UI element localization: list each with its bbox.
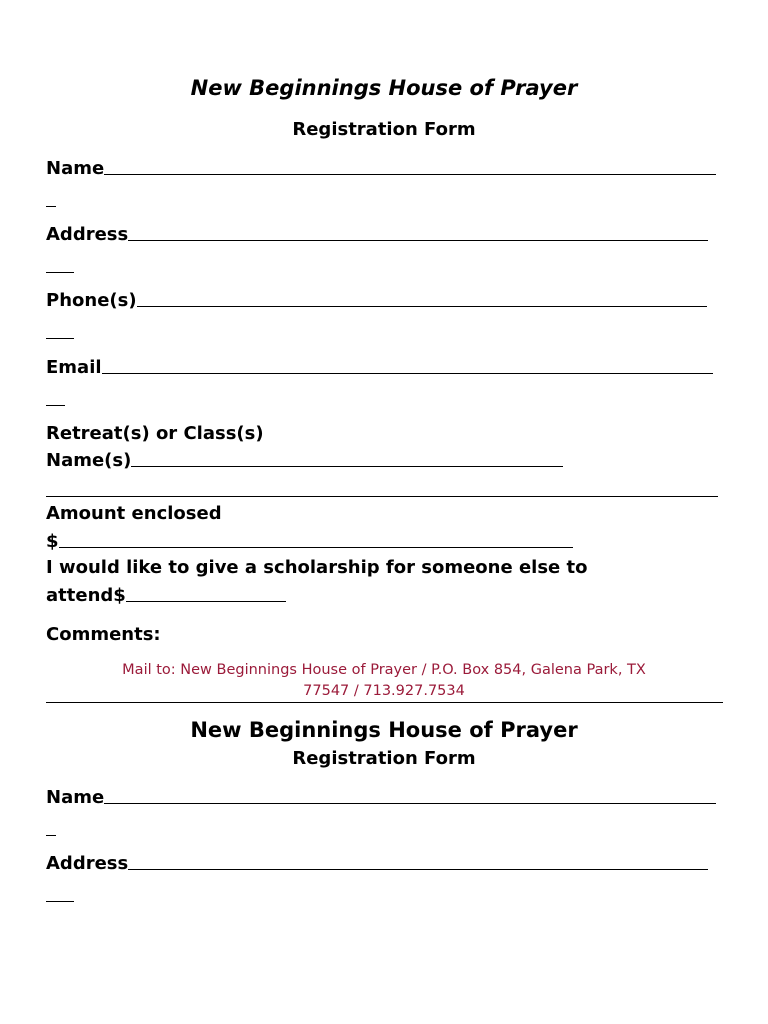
name-blank-2-overflow [46,834,56,836]
address-blank[interactable] [128,239,708,241]
name-field[interactable] [46,158,716,180]
form-subtitle-2: Registration Form [292,748,476,769]
form-divider [46,702,723,703]
address-field[interactable] [46,224,708,246]
phone-label: Phone(s) [46,290,137,311]
name-blank-overflow [46,205,56,207]
address-label-2: Address [46,853,129,874]
comments-label: Comments: [46,624,161,645]
form-title: New Beginnings House of Prayer [190,76,578,100]
name-field-2[interactable] [46,787,716,809]
attend-label: attend$ [46,585,126,606]
name-label-2: Name [46,787,105,808]
mail-line-1: Mail to: New Beginnings House of Prayer / P.O. Box 854, Galena Park, TX [122,662,646,678]
address-field-2[interactable] [46,853,708,875]
retreat-label: Retreat(s) or Class(s) [46,423,264,444]
amount-field[interactable] [46,531,573,553]
scholarship-field[interactable] [46,585,286,607]
name-label: Name [46,158,105,179]
retreat-names-field[interactable] [46,450,563,472]
names-label: Name(s) [46,450,132,471]
email-blank-overflow [46,404,65,406]
names-blank-line2[interactable] [46,495,718,497]
name-blank[interactable] [104,173,716,175]
address-blank-2[interactable] [128,868,708,870]
names-blank[interactable] [131,465,563,467]
scholarship-label: I would like to give a scholarship for someone else to [46,557,588,578]
mail-line-2: 77547 / 713.927.7534 [303,683,465,699]
address-blank-overflow [46,271,74,273]
email-blank[interactable] [102,372,713,374]
phone-blank[interactable] [137,305,707,307]
phone-field[interactable] [46,290,707,312]
email-label: Email [46,357,102,378]
address-blank-2-overflow [46,900,74,902]
name-blank-2[interactable] [104,802,716,804]
address-label: Address [46,224,129,245]
form-title-2: New Beginnings House of Prayer [190,718,578,742]
amount-blank[interactable] [59,546,573,548]
dollar-label: $ [46,531,59,552]
amount-label: Amount enclosed [46,503,222,524]
mail-to-address [46,660,722,702]
form-subtitle: Registration Form [292,119,476,140]
scholarship-blank[interactable] [126,600,286,602]
email-field[interactable] [46,357,713,379]
phone-blank-overflow [46,337,74,339]
